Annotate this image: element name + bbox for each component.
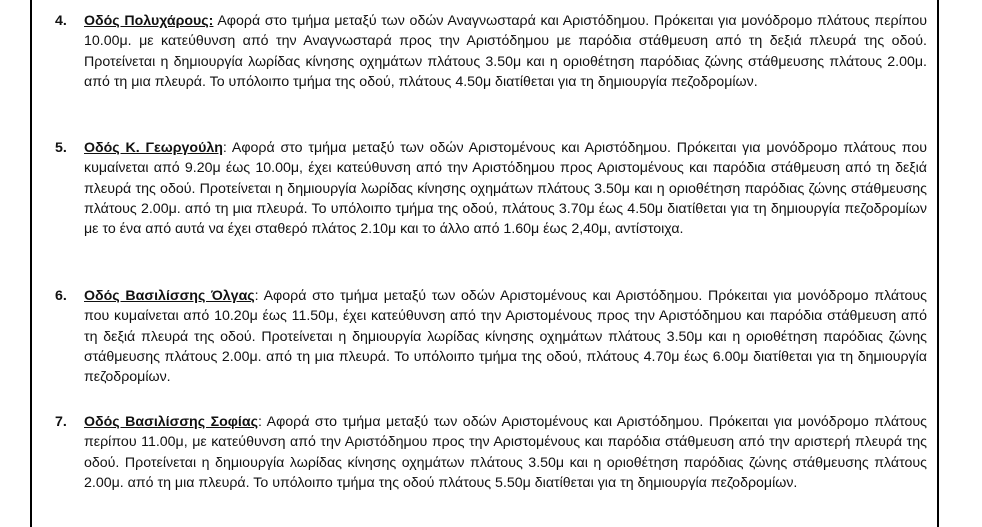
item-number: 5. <box>55 140 67 156</box>
item-text <box>84 11 927 92</box>
list-item <box>55 138 927 239</box>
item-body: : Αφορά στο τμήμα μεταξύ των οδών Αριστομένους και Αριστόδημου. Πρόκειται για μονόδρομο πλάτους που κυμαίνεται από 10.20μ έως 11.50μ, έχει κατεύθυνση από την Αριστομένους προς την Αριστόδημου και παρόδια στάθμευση από τη δεξιά πλευρά της οδού. Προτείνεται η δημιουργία λωρίδας κίνησης οχημάτων πλάτους 3.50μ και η οριοθέτηση παρόδιας ζώνης στάθμευσης πλάτους 2.00μ. από τη μια πλευρά. Το υπόλοιπο τμήμα της οδού, πλάτους 4.70μ έως 6.00μ διατίθεται για τη δημιουργία πεζοδρομίων. <box>84 288 927 386</box>
list-item <box>55 412 927 493</box>
left-border-line <box>30 0 32 527</box>
item-text <box>84 286 927 387</box>
item-text <box>84 138 927 239</box>
right-border-line <box>937 0 939 527</box>
street-title: Οδός Βασιλίσσης Σοφίας <box>84 414 258 430</box>
item-body: Αφορά στο τμήμα μεταξύ των οδών Αναγνωσταρά και Αριστόδημου. Πρόκειται για μονόδρομο πλάτους περίπου 10.00μ. με κατεύθυνση από την Αναγνωσταρά προς την Αριστόδημου με παρόδια στάθμευση από τη δεξιά πλευρά της οδού. Προτείνεται η δημιουργία λωρίδας κίνησης οχημάτων πλάτους 3.50μ και η οριοθέτηση παρόδιας ζώνης στάθμευσης πλάτους 2.00μ. από τη μια πλευρά. Το υπόλοιπο τμήμα της οδού, πλάτους 4.50μ διατίθεται για τη δημιουργία πεζοδρομίων. <box>84 13 927 90</box>
item-body: : Αφορά στο τμήμα μεταξύ των οδών Αριστομένους και Αριστόδημου. Πρόκειται για μονόδρομο πλάτους που κυμαίνεται από 9.20μ έως 10.00μ, έχει κατεύθυνση από την Αριστόδημου προς Αριστομένους και παρόδια στάθμευση από τη δεξιά πλευρά της οδού. Προτείνεται η δημιουργία λωρίδας κίνησης οχημάτων πλάτους 3.50μ και η οριοθέτηση παρόδιας ζώνης στάθμευσης πλάτους 2.00μ. από τη μια πλευρά. Το υπόλοιπο τμήμα της οδού, πλάτους 3.70μ έως 4.50μ διατίθεται για τη δημιουργία πεζοδρομίων με το ένα από αυτά να έχει σταθερό πλάτος 2.10μ και το άλλο από 1.60μ έως 2,40μ, αντίστοιχα. <box>84 140 927 238</box>
item-text <box>84 412 927 493</box>
item-number: 4. <box>55 13 67 29</box>
item-number: 7. <box>55 414 67 430</box>
item-number: 6. <box>55 288 67 304</box>
item-body: : Αφορά στο τμήμα μεταξύ των οδών Αριστομένους και Αριστόδημου. Πρόκειται για μονόδρομο πλάτους περίπου 11.00μ, με κατεύθυνση από την Αριστόδημου προς την Αριστομένους και παρόδια στάθμευση από την αριστερή πλευρά της οδού. Προτείνεται η δημιουργία λωρίδας κίνησης οχημάτων πλάτους 3.50μ και η οριοθέτηση παρόδιας ζώνης στάθμευσης πλάτους 2.00μ. από τη μια πλευρά. Το υπόλοιπο τμήμα της οδού πλάτους 5.50μ διατίθεται για τη δημιουργία πεζοδρομίων. <box>84 414 927 491</box>
list-item <box>55 11 927 92</box>
street-title: Οδός Κ. Γεωργούλη <box>84 140 223 156</box>
list-item <box>55 286 927 387</box>
street-title: Οδός Πολυχάρους: <box>84 13 214 29</box>
street-title: Οδός Βασιλίσσης Όλγας <box>84 288 255 304</box>
